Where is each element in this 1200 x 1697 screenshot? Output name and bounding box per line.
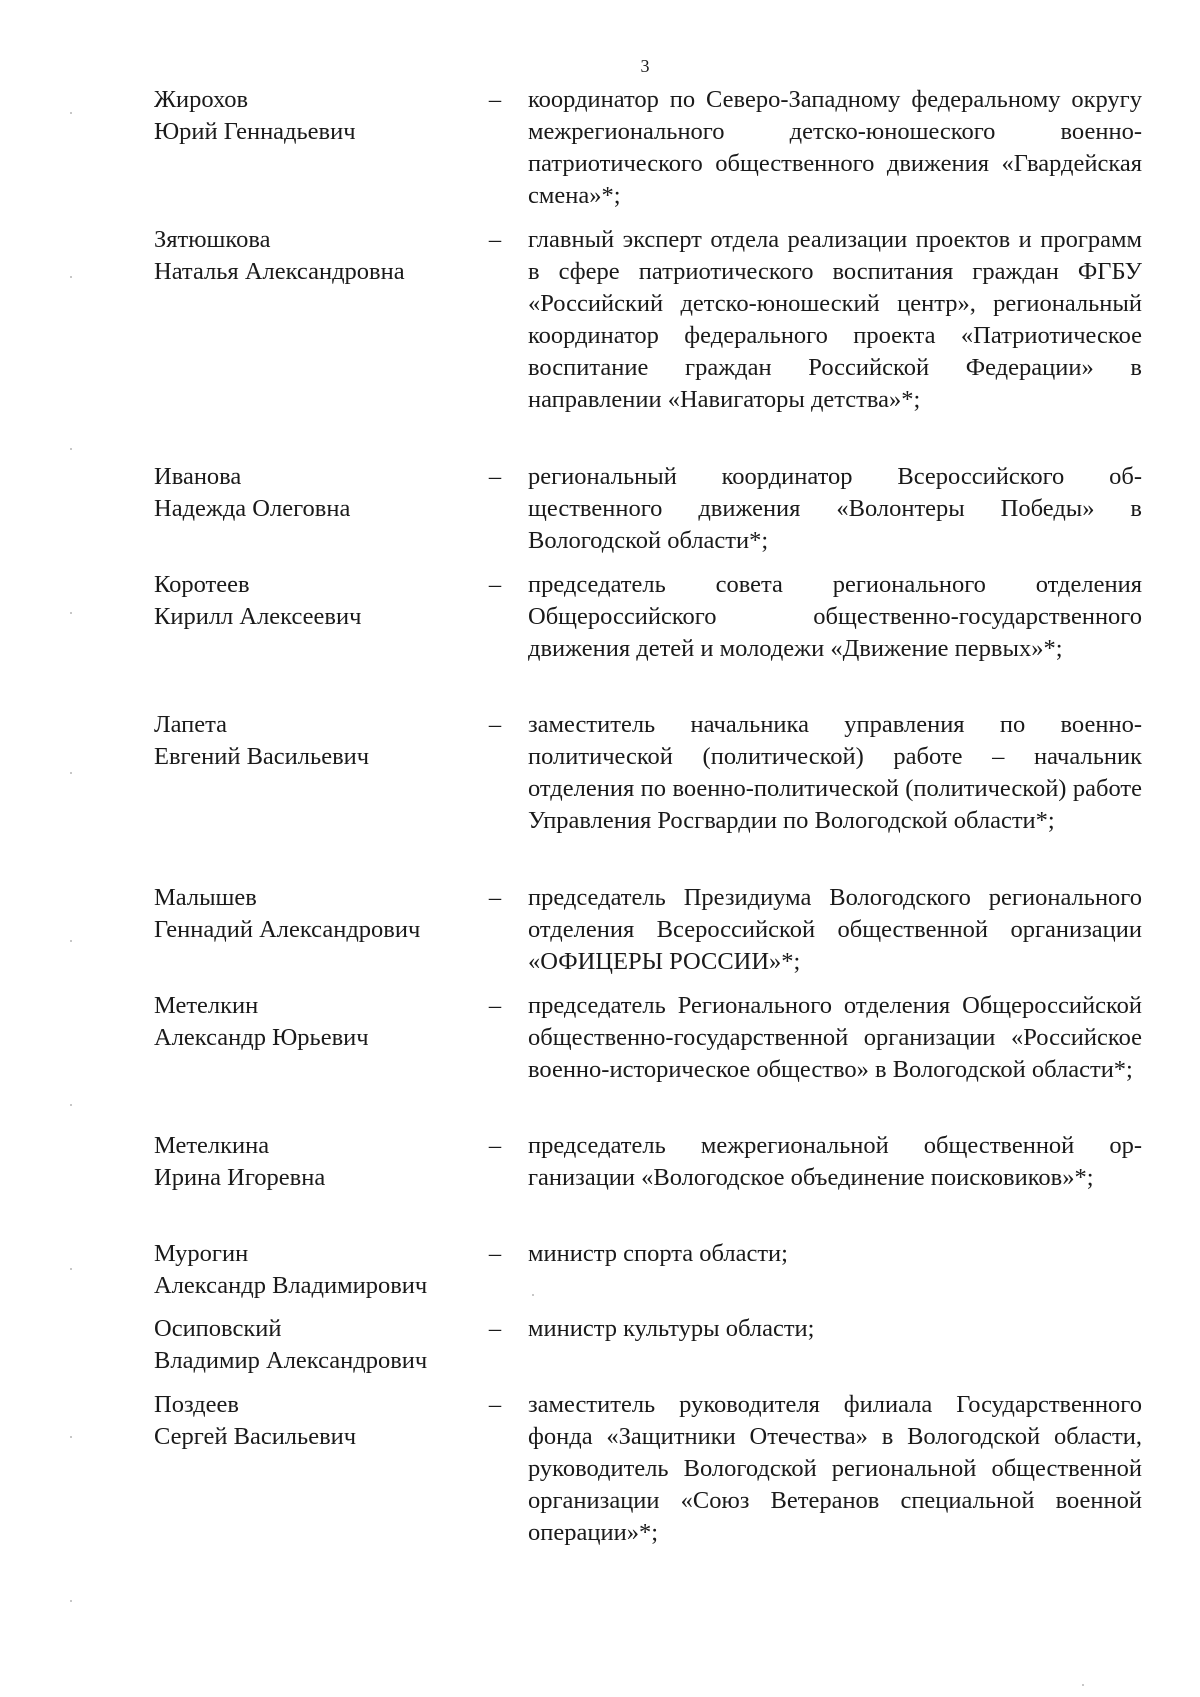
scan-artifact bbox=[70, 940, 72, 942]
member-name bbox=[154, 1238, 494, 1302]
scan-artifact bbox=[70, 112, 72, 114]
member-surname: Малышев bbox=[154, 884, 257, 911]
member-role: заместитель начальника управления по военно-политической (политической) работе – начальник отделения по военно-политической (политической) работе Управления Росгвардии по Вологодской области*; bbox=[528, 711, 1142, 834]
member-role: региональный координатор Всероссийского общественного движения «Волонтеры Победы» в Вологодской области*; bbox=[528, 463, 1142, 554]
scan-artifact bbox=[70, 1268, 72, 1270]
dash-separator: – bbox=[488, 1315, 502, 1342]
member-name bbox=[154, 224, 494, 288]
member-given-names: Юрий Геннадьевич bbox=[154, 118, 356, 145]
member-name bbox=[154, 882, 494, 946]
dash-separator: – bbox=[488, 711, 502, 738]
scan-artifact bbox=[70, 1104, 72, 1106]
scan-artifact bbox=[70, 772, 72, 774]
dash-separator: – bbox=[488, 1240, 502, 1267]
member-given-names: Александр Владимирович bbox=[154, 1272, 428, 1299]
member-given-names: Кирилл Алексеевич bbox=[154, 603, 362, 630]
member-surname: Коротеев bbox=[154, 571, 250, 598]
member-surname: Жирохов bbox=[154, 86, 249, 113]
member-surname: Осиповский bbox=[154, 1315, 282, 1342]
dash-separator: – bbox=[488, 992, 502, 1019]
member-surname: Иванова bbox=[154, 463, 242, 490]
member-surname: Мурогин bbox=[154, 1240, 249, 1267]
scan-artifact bbox=[1082, 1684, 1084, 1686]
member-surname: Поздеев bbox=[154, 1391, 239, 1418]
dash-separator: – bbox=[488, 1132, 502, 1159]
member-role: председатель Регионального отделения Общероссийской общественно-государственной организации «Российское военно-историческое общество» в Вологодской области*; bbox=[528, 992, 1142, 1083]
dash-separator: – bbox=[488, 1391, 502, 1418]
dash-separator: – bbox=[488, 884, 502, 911]
member-name bbox=[154, 1389, 494, 1453]
member-name bbox=[154, 84, 494, 148]
member-surname: Лапета bbox=[154, 711, 228, 738]
member-name bbox=[154, 990, 494, 1054]
member-role: председатель межрегиональной общественной организации «Вологодское объединение поисковиков»*; bbox=[528, 1132, 1142, 1191]
member-given-names: Надежда Олеговна bbox=[154, 495, 351, 522]
member-surname: Метелкин bbox=[154, 992, 259, 1019]
scan-artifact bbox=[532, 1294, 534, 1296]
member-role: министр спорта области; bbox=[528, 1240, 788, 1267]
member-role: координатор по Северо-Западному федеральному округу межрегионального детско-юношеского военно-патриотического общественного движения «Гвардейская смена»*; bbox=[528, 86, 1142, 209]
dash-separator: – bbox=[488, 226, 502, 253]
member-given-names: Наталья Александровна bbox=[154, 258, 405, 285]
member-role: министр культуры области; bbox=[528, 1315, 815, 1342]
page-number: 3 bbox=[640, 56, 650, 76]
member-name bbox=[154, 1313, 494, 1377]
member-surname: Зятюшкова bbox=[154, 226, 271, 253]
member-given-names: Сергей Васильевич bbox=[154, 1423, 357, 1450]
member-given-names: Геннадий Александрович bbox=[154, 916, 421, 943]
dash-separator: – bbox=[488, 463, 502, 490]
member-role: заместитель руководителя филиала Государственного фонда «Защитники Отечества» в Вологодской области, руководитель Вологодской региональной общественной организации «Союз Ветеранов специальной военной операции»*; bbox=[528, 1391, 1142, 1546]
member-surname: Метелкина bbox=[154, 1132, 270, 1159]
member-given-names: Александр Юрьевич bbox=[154, 1024, 369, 1051]
member-name bbox=[154, 1130, 494, 1194]
scan-artifact bbox=[70, 276, 72, 278]
scan-artifact bbox=[70, 1436, 72, 1438]
scan-artifact bbox=[70, 448, 72, 450]
dash-separator: – bbox=[488, 86, 502, 113]
member-role: председатель совета регионального отделения Общероссийского общественно-государственного движения детей и молодежи «Движение первых»*; bbox=[528, 571, 1142, 662]
member-given-names: Евгений Васильевич bbox=[154, 743, 370, 770]
member-name bbox=[154, 569, 494, 633]
member-role: председатель Президиума Вологодского регионального отделения Всероссийской общественной организации «ОФИЦЕРЫ РОССИИ»*; bbox=[528, 884, 1142, 975]
member-name bbox=[154, 709, 494, 773]
member-name bbox=[154, 461, 494, 525]
member-role: главный эксперт отдела реализации проектов и программ в сфере патриотического воспитания граждан ФГБУ «Российский детско-юношеский центр», региональный координатор федерального проекта «Патриотическое воспитание граждан Российской Федерации» в направлении «Навигаторы детства»*; bbox=[528, 226, 1142, 413]
scan-artifact bbox=[70, 1600, 72, 1602]
scan-artifact bbox=[70, 612, 72, 614]
member-given-names: Владимир Александрович bbox=[154, 1347, 428, 1374]
member-given-names: Ирина Игоревна bbox=[154, 1164, 326, 1191]
dash-separator: – bbox=[488, 571, 502, 598]
